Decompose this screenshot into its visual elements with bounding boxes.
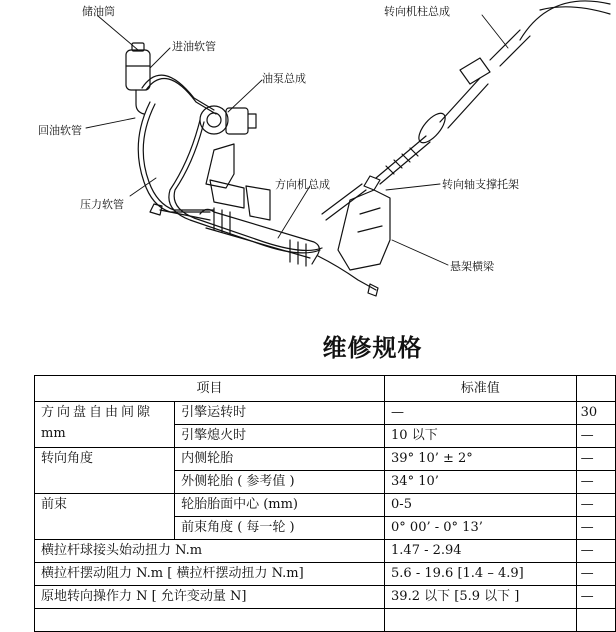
header-standard: 标准值 [385, 376, 577, 402]
callout-gear: 方向机总成 [275, 178, 330, 191]
table-row [35, 402, 616, 425]
steering-diagram-svg [0, 0, 616, 310]
header-item: 项目 [35, 376, 385, 402]
cell-extra: — [576, 586, 615, 609]
cell-sub: 引擎熄火时 [175, 425, 385, 448]
table-row [35, 586, 616, 609]
cell-item: 原地转向操作力 N [ 允许变动量 N] [35, 586, 385, 609]
cell-extra: — [576, 494, 615, 517]
cell-sub: 引擎运转时 [175, 402, 385, 425]
reservoir-drawing [126, 43, 150, 114]
callout-column: 转向机柱总成 [384, 5, 450, 18]
steering-gear-drawing [150, 144, 378, 296]
cell-extra: 30 [576, 402, 615, 425]
cell-standard: — [385, 402, 577, 425]
cell-extra: — [576, 563, 615, 586]
cell-extra: — [576, 471, 615, 494]
table-row-cutoff [35, 609, 616, 632]
callout-pressure-hose: 压力软管 [80, 198, 124, 211]
cell-standard: 10 以下 [385, 425, 577, 448]
cell-standard: 34° 10’ [385, 471, 577, 494]
table-row [35, 563, 616, 586]
cell-item: 横拉杆球接头始动扭力 N.m [35, 540, 385, 563]
table-row [35, 540, 616, 563]
cell-extra: — [576, 540, 615, 563]
header-extra [576, 376, 615, 402]
pump-drawing [200, 106, 256, 134]
cell-item: 横拉杆摆动阻力 N.m [ 横拉杆摆动扭力 N.m] [35, 563, 385, 586]
cell-standard [385, 609, 577, 632]
cell-extra [576, 609, 615, 632]
table-row [35, 494, 616, 517]
callout-reservoir: 储油筒 [82, 5, 115, 18]
crossmember-drawing [338, 190, 390, 270]
cell-sub: 外侧轮胎 ( 参考值 ) [175, 471, 385, 494]
cell-standard: 39° 10’ ± 2° [385, 448, 577, 471]
cell-extra: — [576, 517, 615, 540]
cell-standard: 39.2 以下 [5.9 以下 ] [385, 586, 577, 609]
cell-group: 前束 [35, 494, 175, 540]
cell-extra: — [576, 448, 615, 471]
cell-sub: 前束角度 ( 每一轮 ) [175, 517, 385, 540]
callout-pump: 油泵总成 [262, 72, 306, 85]
cell-group: 转向角度 [35, 448, 175, 494]
callout-crossmember: 悬架横梁 [450, 260, 494, 273]
table-row [35, 448, 616, 471]
maintenance-spec-table [34, 375, 616, 632]
cell-sub: 轮胎胎面中心 (mm) [175, 494, 385, 517]
callout-return-hose: 回油软管 [38, 124, 82, 137]
cell-standard: 1.47 - 2.94 [385, 540, 577, 563]
group-freeplay-unit: mm [41, 426, 66, 441]
callout-bracket: 转向轴支撑托架 [442, 178, 519, 191]
cell-standard: 0-5 [385, 494, 577, 517]
cell-extra: — [576, 425, 615, 448]
cell-standard: 0° 00’ - 0° 13’ [385, 517, 577, 540]
steering-system-illustration [0, 0, 616, 310]
cell-group [35, 402, 175, 448]
callout-inlet-hose: 进油软管 [172, 40, 216, 53]
table-header-row [35, 376, 616, 402]
cell-sub: 内侧轮胎 [175, 448, 385, 471]
group-freeplay-label: 方向盘自由间隙 [41, 405, 154, 420]
cell-standard: 5.6 - 19.6 [1.4 – 4.9] [385, 563, 577, 586]
cell-item [35, 609, 385, 632]
section-title: 维修规格 [322, 334, 423, 362]
